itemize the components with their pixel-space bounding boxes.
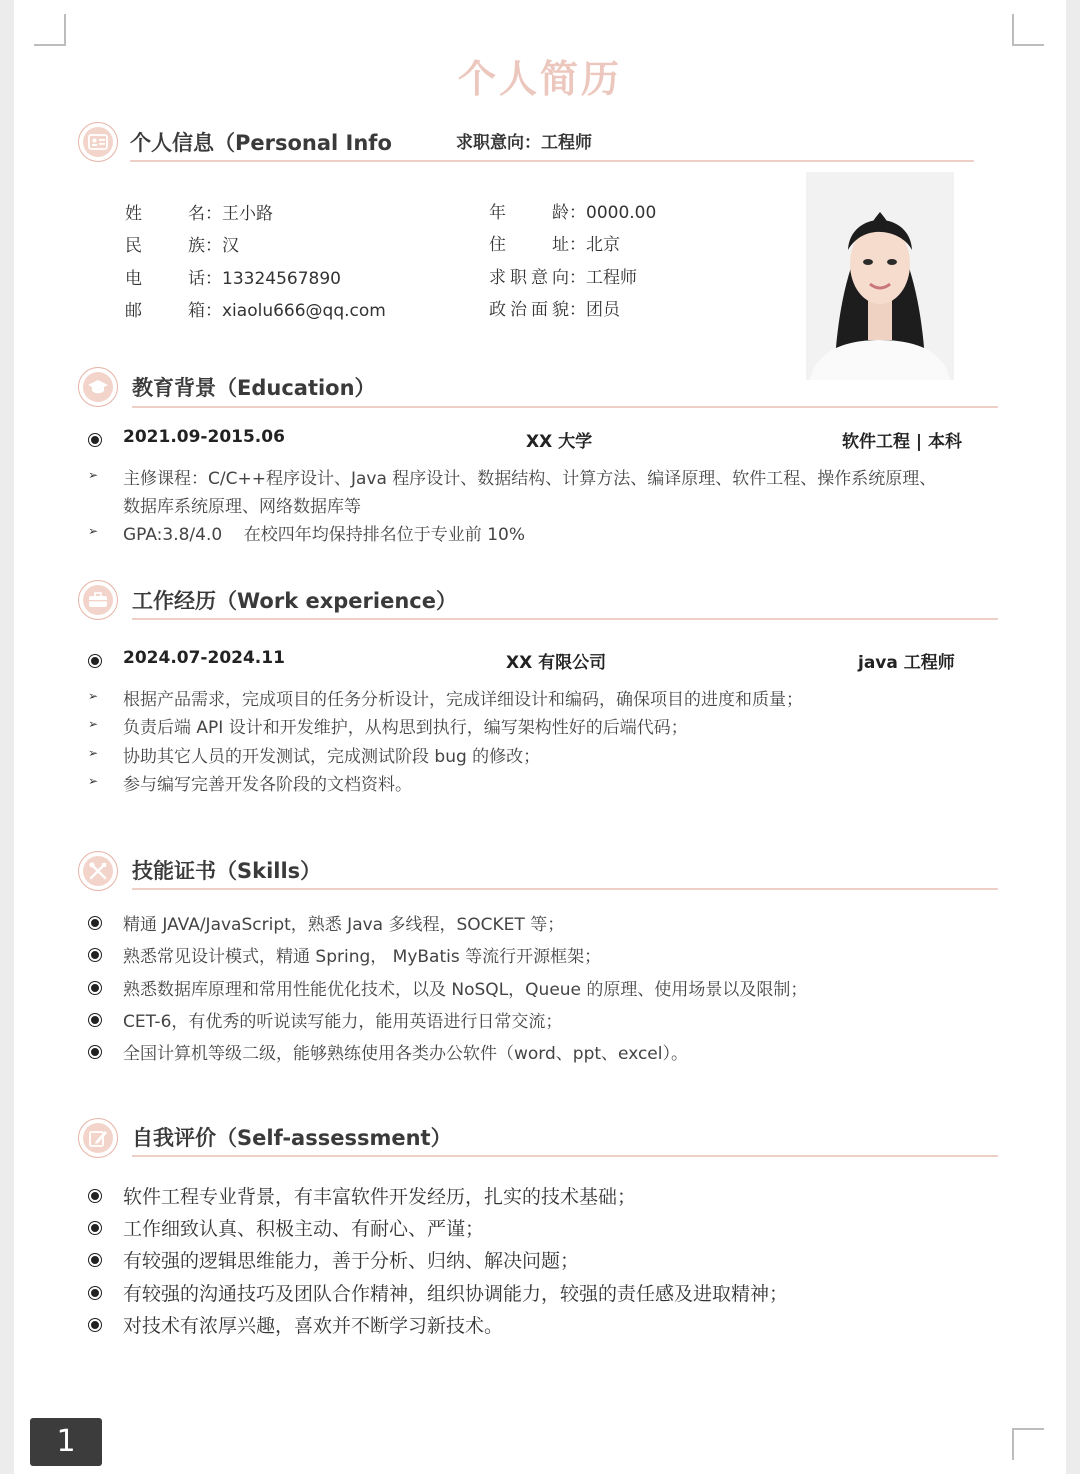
bullet-dot bbox=[89, 949, 101, 961]
bullet-dot bbox=[89, 917, 101, 929]
bullet-dot bbox=[89, 1287, 101, 1299]
self-item: 有较强的沟通技巧及团队合作精神，组织协调能力，较强的责任感及进取精神； bbox=[123, 1283, 789, 1305]
divider bbox=[132, 406, 998, 408]
info-intent: 求职意向：工程师 bbox=[489, 268, 637, 288]
bullet-dot bbox=[89, 1014, 101, 1026]
work-date: 2024.07-2024.11 bbox=[123, 648, 285, 668]
self-item: 有较强的逻辑思维能力，善于分析、归纳、解决问题； bbox=[123, 1250, 580, 1272]
skill-item: 全国计算机等级二级，能够熟练使用各类办公软件（word、ppt、excel）。 bbox=[123, 1044, 688, 1064]
work-item: 参与编写完善开发各阶段的文档资料。 bbox=[123, 775, 412, 795]
arrow-bullet-icon: ➢ bbox=[88, 746, 99, 760]
education-gpa: GPA:3.8/4.0 在校四年均保持排名位于专业前 10% bbox=[123, 525, 525, 545]
arrow-bullet-icon: ➢ bbox=[88, 689, 99, 703]
bullet-dot bbox=[89, 1254, 101, 1266]
divider bbox=[130, 160, 974, 162]
bullet-dot bbox=[89, 982, 101, 994]
info-political: 政治面貌：团员 bbox=[489, 300, 620, 320]
crop-mark-bottom-right bbox=[1012, 1428, 1044, 1460]
info-email: 邮箱：xiaolu666@qq.com bbox=[125, 301, 386, 321]
crop-mark-top-right bbox=[1012, 14, 1044, 46]
bullet-dot bbox=[89, 1046, 101, 1058]
education-major: 软件工程 | 本科 bbox=[842, 432, 963, 452]
id-card-icon bbox=[78, 122, 118, 162]
page-number-badge[interactable]: 1 bbox=[30, 1418, 102, 1466]
graduation-cap-icon bbox=[78, 367, 118, 407]
info-name: 姓名：王小路 bbox=[125, 204, 273, 224]
self-assessment-heading: 自我评价（Self-assessment） bbox=[132, 1126, 452, 1150]
arrow-bullet-icon: ➢ bbox=[88, 524, 99, 538]
job-intent-header: 求职意向：工程师 bbox=[456, 133, 592, 153]
work-company: XX 有限公司 bbox=[506, 653, 607, 673]
bullet-dot bbox=[89, 655, 101, 667]
skills-heading: 技能证书（Skills） bbox=[132, 859, 322, 883]
education-courses-cont: 数据库系统原理、网络数据库等 bbox=[123, 497, 361, 517]
education-date: 2021.09-2015.06 bbox=[123, 427, 285, 447]
personal-info-heading: 个人信息（Personal Info bbox=[130, 131, 392, 155]
arrow-bullet-icon: ➢ bbox=[88, 774, 99, 788]
bullet-dot bbox=[89, 1222, 101, 1234]
education-school: XX 大学 bbox=[526, 432, 593, 452]
resume-page bbox=[14, 0, 1066, 1474]
skill-item: 精通 JAVA/JavaScript，熟悉 Java 多线程，SOCKET 等； bbox=[123, 915, 565, 935]
skill-item: CET-6，有优秀的听说读写能力，能用英语进行日常交流； bbox=[123, 1012, 563, 1032]
skill-item: 熟悉数据库原理和常用性能优化技术，以及 NoSQL，Queue 的原理、使用场景以及限制； bbox=[123, 980, 808, 1000]
briefcase-icon bbox=[78, 580, 118, 620]
info-age: 年龄：0000.00 bbox=[489, 203, 657, 223]
education-courses: 主修课程：C/C++程序设计、Java 程序设计、数据结构、计算方法、编译原理、软件工程、操作系统原理、 bbox=[123, 469, 937, 489]
info-phone: 电话：13324567890 bbox=[125, 269, 341, 289]
work-item: 负责后端 API 设计和开发维护，从构思到执行，编写架构性好的后端代码； bbox=[123, 718, 688, 738]
info-address: 住址：北京 bbox=[489, 235, 620, 255]
skill-item: 熟悉常见设计模式，精通 Spring， MyBatis 等流行开源框架； bbox=[123, 947, 602, 967]
work-item: 协助其它人员的开发测试，完成测试阶段 bug 的修改； bbox=[123, 747, 541, 767]
edit-icon bbox=[78, 1118, 118, 1158]
arrow-bullet-icon: ➢ bbox=[88, 717, 99, 731]
self-item: 对技术有浓厚兴趣，喜欢并不断学习新技术。 bbox=[123, 1315, 504, 1337]
work-role: java 工程师 bbox=[858, 653, 955, 673]
divider bbox=[132, 1155, 998, 1157]
bullet-dot bbox=[89, 434, 101, 446]
info-ethnicity: 民族：汉 bbox=[125, 236, 239, 256]
crop-mark-top-left bbox=[34, 14, 66, 46]
profile-photo bbox=[806, 172, 954, 380]
self-item: 软件工程专业背景，有丰富软件开发经历，扎实的技术基础； bbox=[123, 1186, 637, 1208]
education-heading: 教育背景（Education） bbox=[132, 376, 376, 400]
work-item: 根据产品需求，完成项目的任务分析设计，完成详细设计和编码，确保项目的进度和质量； bbox=[123, 690, 803, 710]
work-heading: 工作经历（Work experience） bbox=[132, 589, 457, 613]
bullet-dot bbox=[89, 1319, 101, 1331]
bullet-dot bbox=[89, 1190, 101, 1202]
divider bbox=[132, 618, 998, 620]
self-item: 工作细致认真、积极主动、有耐心、严谨； bbox=[123, 1218, 485, 1240]
resume-title: 个人简历 bbox=[457, 57, 622, 101]
divider bbox=[132, 888, 998, 890]
tools-icon bbox=[78, 851, 118, 891]
arrow-bullet-icon: ➢ bbox=[88, 468, 99, 482]
